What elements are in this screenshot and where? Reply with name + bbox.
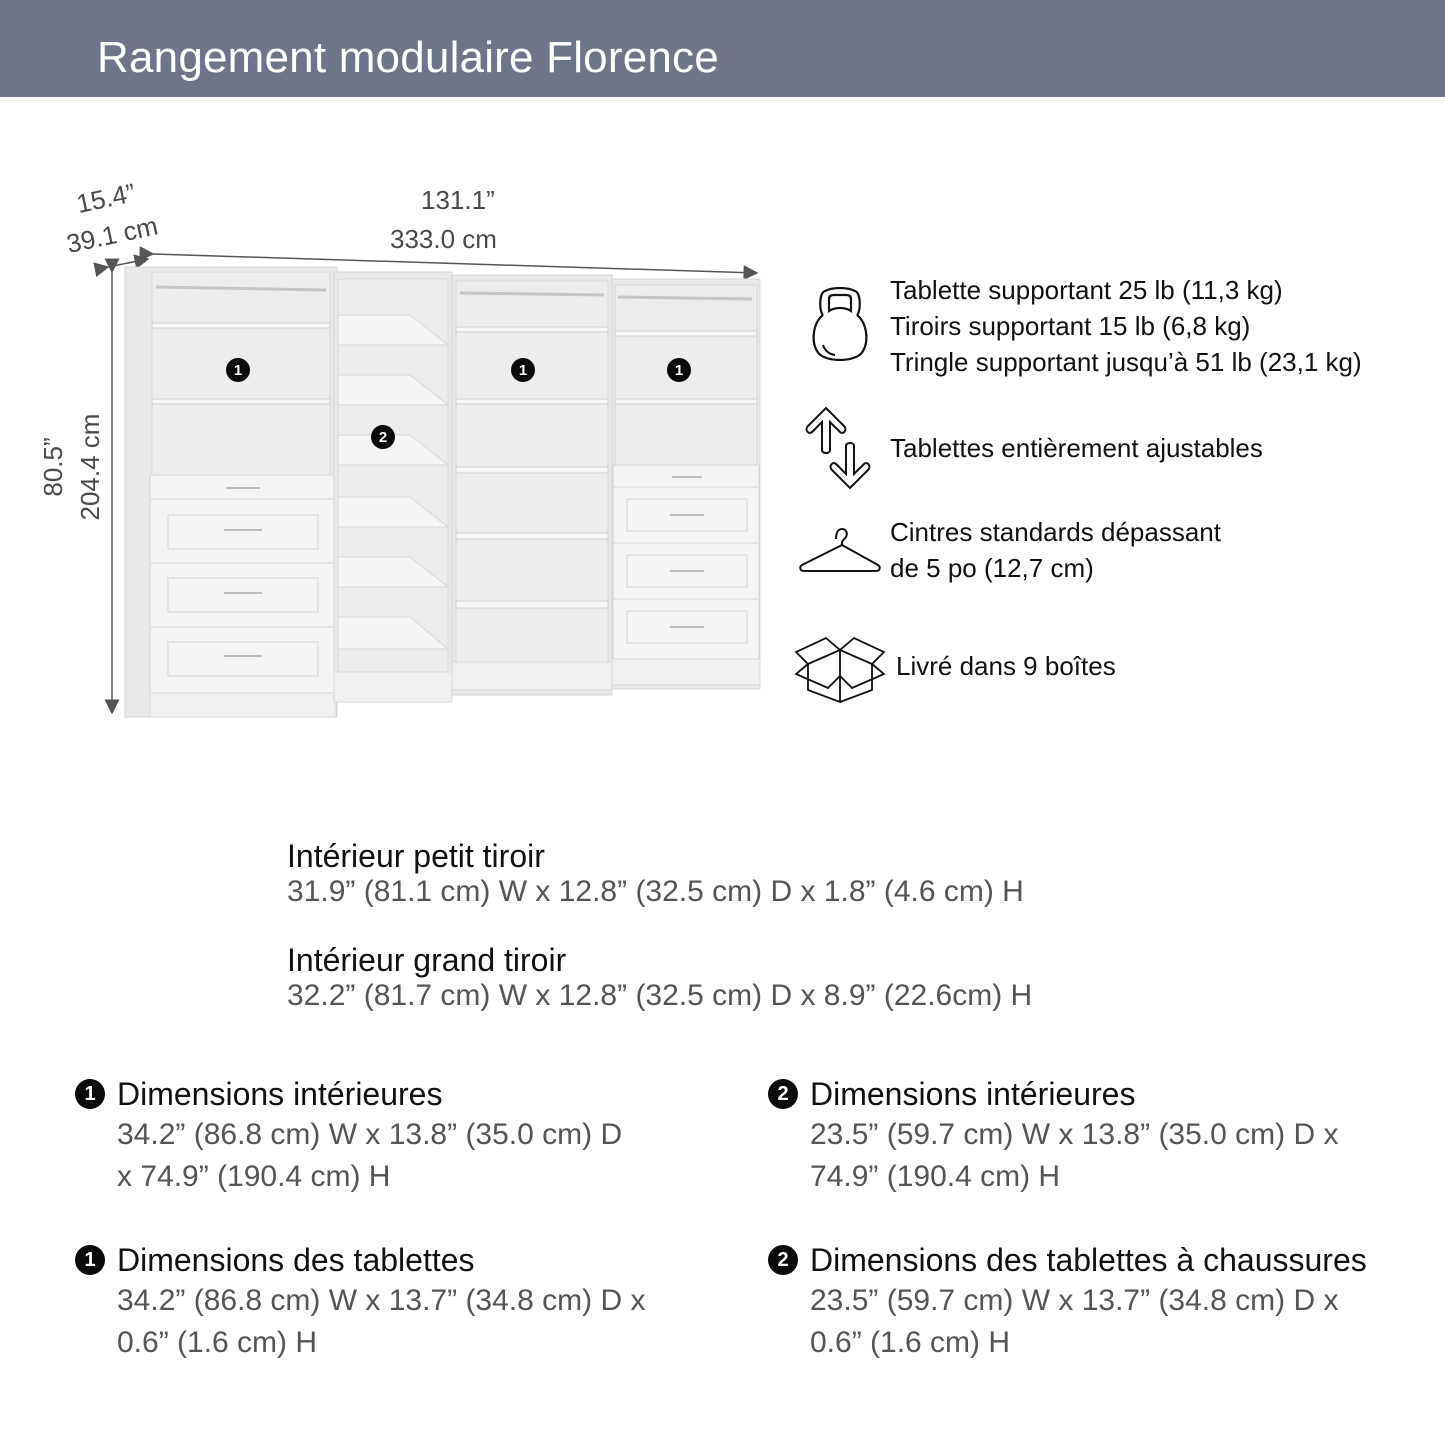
wardrobe-interior-dimensions: [84, 1074, 777, 1198]
drawer-capacity: Tiroirs supportant 15 lb (6,8 kg): [890, 311, 1251, 341]
feature-weight-text: [890, 272, 1362, 380]
value-line: 74.9” (190.4 cm) H: [810, 1160, 1061, 1193]
number-badge: 2: [768, 1245, 798, 1275]
wardrobe-shelf-dimensions: [84, 1240, 777, 1364]
section-heading: [777, 1240, 1445, 1280]
furniture-diagram: [0, 97, 790, 777]
feature-weight-capacity: [790, 272, 1362, 380]
rod-capacity: Tringle supportant jusqu’à 51 lb (23,1 kg): [890, 347, 1362, 377]
feature-hangers: [790, 514, 1221, 586]
section-values: [117, 1280, 777, 1364]
value-line: 0.6” (1.6 cm) H: [117, 1326, 318, 1359]
width-inches-label: 131.1”: [421, 185, 495, 215]
section-heading: [84, 1074, 777, 1114]
marker-badge-1-center: 1: [511, 358, 535, 382]
value-line: 23.5” (59.7 cm) W x 13.7” (34.8 cm) D x: [810, 1284, 1339, 1317]
up-down-arrows-icon: [790, 402, 890, 494]
number-badge: 1: [75, 1245, 105, 1275]
section-values: [810, 1114, 1445, 1198]
furniture-illustration: [0, 97, 790, 777]
feature-boxes-text: [896, 648, 1116, 684]
section-values: [810, 1280, 1445, 1364]
open-box-icon: [790, 628, 890, 704]
section-values: [117, 1114, 777, 1198]
hangers-line-2: de 5 po (12,7 cm): [890, 553, 1094, 583]
left-wardrobe: [125, 267, 337, 717]
small-drawer-interior: [287, 838, 1024, 910]
value-line: 34.2” (86.8 cm) W x 13.7” (34.8 cm) D x: [117, 1284, 646, 1317]
value-line: 23.5” (59.7 cm) W x 13.8” (35.0 cm) D x: [810, 1118, 1339, 1151]
value-line: 34.2” (86.8 cm) W x 13.8” (35.0 cm) D: [117, 1118, 623, 1151]
feature-boxes: [790, 628, 1116, 704]
height-cm-label: 204.4 cm: [75, 413, 105, 521]
small-drawer-dimensions: 31.9” (81.1 cm) W x 12.8” (32.5 cm) D x 1.8” (4.6 cm) H: [287, 875, 1024, 908]
feature-hangers-text: [890, 514, 1221, 586]
boxes-line: Livré dans 9 boîtes: [896, 651, 1116, 681]
value-line: x 74.9” (190.4 cm) H: [117, 1160, 391, 1193]
shoe-unit-interior-dimensions: [777, 1074, 1445, 1198]
large-drawer-dimensions: 32.2” (81.7 cm) W x 12.8” (32.5 cm) D x 8.9” (22.6cm) H: [287, 979, 1033, 1012]
section-title: Dimensions des tablettes: [117, 1242, 475, 1278]
width-cm-label: 333.0 cm: [390, 224, 497, 254]
hangers-line-1: Cintres standards dépassant: [890, 517, 1221, 547]
marker-badge-2-shoe: 2: [371, 425, 395, 449]
center-wardrobe: [452, 275, 612, 695]
shoe-shelf-dimensions: [777, 1240, 1445, 1364]
large-drawer-title: Intérieur grand tiroir: [287, 942, 567, 978]
section-heading: [84, 1240, 777, 1280]
right-wardrobe: [612, 279, 760, 689]
adjustable-shelves-line: Tablettes entièrement ajustables: [890, 433, 1263, 463]
feature-adjustable-shelves: [790, 402, 1263, 494]
shoe-shelf-unit: [334, 272, 452, 702]
value-line: 0.6” (1.6 cm) H: [810, 1326, 1011, 1359]
hanger-icon: [790, 523, 890, 577]
section-title: Dimensions intérieures: [810, 1076, 1136, 1112]
small-drawer-title: Intérieur petit tiroir: [287, 838, 545, 874]
shelf-capacity: Tablette supportant 25 lb (11,3 kg): [890, 275, 1283, 305]
section-title: Dimensions des tablettes à chaussures: [810, 1242, 1367, 1278]
feature-adjustable-text: [890, 430, 1263, 466]
number-badge: 2: [768, 1079, 798, 1109]
section-heading: [777, 1074, 1445, 1114]
large-drawer-interior: [287, 942, 1032, 1014]
depth-inches-label: 15.4”: [73, 177, 138, 219]
number-badge: 1: [75, 1079, 105, 1109]
kettlebell-icon: [790, 283, 890, 369]
marker-badge-1-right: 1: [667, 358, 691, 382]
section-title: Dimensions intérieures: [117, 1076, 443, 1112]
height-inches-label: 80.5”: [38, 437, 68, 497]
marker-badge-1-left: 1: [226, 358, 250, 382]
header-band: [0, 0, 1445, 97]
depth-cm-label: 39.1 cm: [63, 210, 161, 259]
page-title: Rangement modulaire Florence: [97, 33, 719, 82]
